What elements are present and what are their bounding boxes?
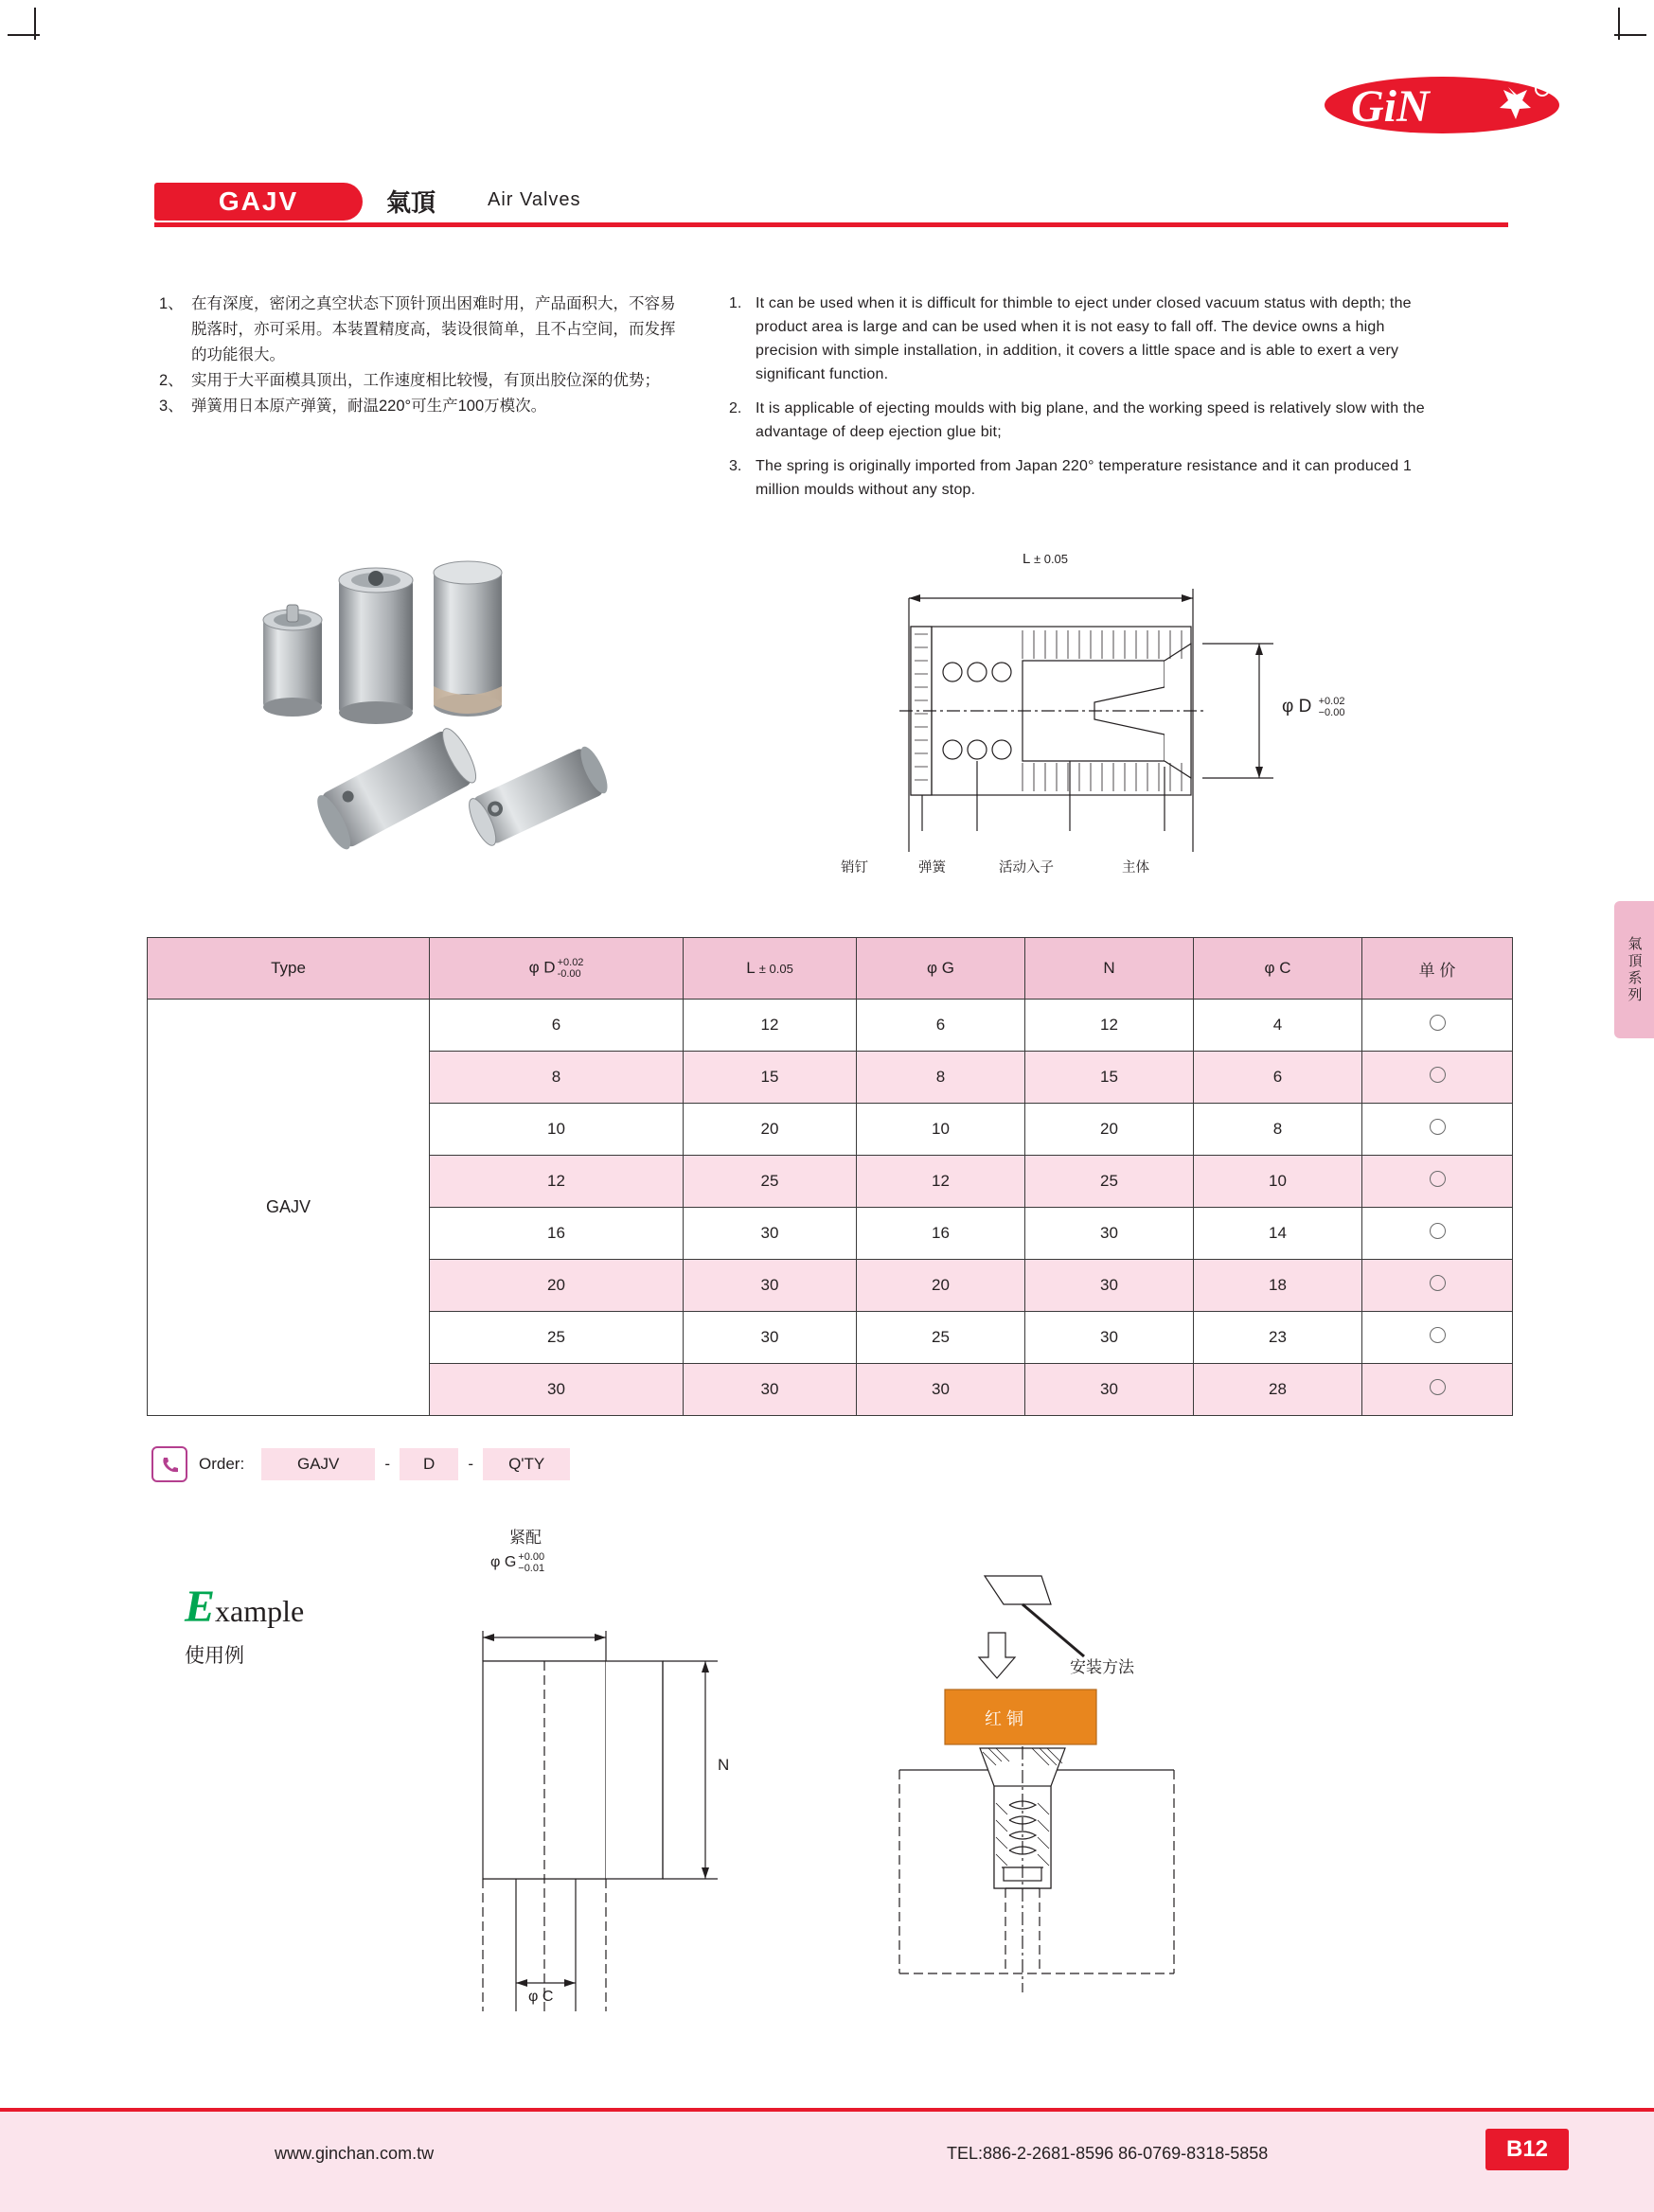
cell-price — [1362, 1260, 1513, 1312]
header-length-l-tol: ± 0.05 — [758, 962, 793, 976]
page-title-bar — [154, 183, 1508, 228]
example-fit-label-text: 紧配 — [509, 1529, 542, 1547]
example-dim-n — [718, 1756, 729, 1775]
header-d-tol-upper: +0.02 — [557, 957, 584, 968]
cell-g: 10 — [857, 1104, 1025, 1156]
cell-g: 8 — [857, 1052, 1025, 1104]
note-cn-1 — [159, 292, 689, 368]
example-title-cn: 使用例 — [185, 1645, 244, 1667]
price-circle-icon — [1430, 1171, 1446, 1187]
page-number: B12 — [1505, 2136, 1549, 2162]
header-n: N — [1025, 938, 1194, 1000]
cell-c: 14 — [1194, 1208, 1362, 1260]
cell-g: 20 — [857, 1260, 1025, 1312]
dim-L-label: L — [1023, 551, 1030, 567]
order-label: Order: — [199, 1455, 245, 1473]
dim-L — [1023, 551, 1068, 567]
price-circle-icon — [1430, 1015, 1446, 1031]
section-drawing — [880, 551, 1411, 899]
example-drawing-installation — [890, 1566, 1269, 2021]
note-cn-3-text: 弹簧用日本原产弹簧，耐温220°可生产100万模次。 — [191, 398, 547, 415]
header-price: 单 价 — [1362, 938, 1513, 1000]
cell-price — [1362, 1208, 1513, 1260]
cell-type-gajv: GAJV — [148, 1000, 430, 1416]
order-dash-1: - — [384, 1455, 391, 1473]
callout-body: 主体 — [1122, 860, 1149, 876]
example-install-label-text: 安装方法 — [1070, 1658, 1134, 1676]
cell-c: 28 — [1194, 1364, 1362, 1416]
dim-D-tol-lower: −0.00 — [1318, 707, 1345, 718]
product-code-tag — [154, 183, 363, 221]
example-dim-g-tol — [518, 1551, 544, 1574]
cell-n: 30 — [1025, 1312, 1194, 1364]
cell-n: 30 — [1025, 1208, 1194, 1260]
cell-n: 20 — [1025, 1104, 1194, 1156]
cell-price — [1362, 1000, 1513, 1052]
cell-c: 23 — [1194, 1312, 1362, 1364]
note-cn-1-number: 1、 — [159, 295, 184, 312]
cell-l: 25 — [684, 1156, 857, 1208]
callout-spring: 弹簧 — [918, 860, 946, 876]
cell-g: 30 — [857, 1364, 1025, 1416]
cell-d: 30 — [430, 1364, 684, 1416]
note-en-2-text: It is applicable of ejecting moulds with big plane, and the working speed is relatively slow with the advantage of deep ejection glue bit; — [756, 400, 1425, 440]
example-dim-c-label: φ C — [528, 1989, 554, 2005]
cell-n: 30 — [1025, 1260, 1194, 1312]
notes-english — [729, 292, 1430, 512]
series-side-tab — [1614, 901, 1654, 1038]
header-length-l — [684, 938, 857, 1000]
note-en-1-number: 1. — [729, 295, 742, 311]
cell-n: 30 — [1025, 1364, 1194, 1416]
footer-background — [0, 2112, 1654, 2212]
cell-d: 6 — [430, 1000, 684, 1052]
cell-n: 25 — [1025, 1156, 1194, 1208]
cell-price — [1362, 1156, 1513, 1208]
company-logo — [1323, 74, 1564, 136]
note-en-2 — [729, 397, 1430, 444]
dim-D — [1282, 696, 1344, 718]
header-c: φ C — [1194, 938, 1362, 1000]
cell-d: 12 — [430, 1156, 684, 1208]
example-title-initial: E — [185, 1582, 216, 1632]
note-en-3-text: The spring is originally imported from Japan 220° temperature resistance and it can produced 1 million moulds without any stop. — [756, 458, 1413, 498]
price-circle-icon — [1430, 1275, 1446, 1291]
svg-text:GiN: GiN — [1351, 81, 1430, 132]
cell-l: 20 — [684, 1104, 857, 1156]
cell-c: 10 — [1194, 1156, 1362, 1208]
spec-table-body — [148, 1000, 1513, 1416]
cell-g: 12 — [857, 1156, 1025, 1208]
order-part-qty: Q'TY — [483, 1448, 570, 1480]
example-dim-g-lower: −0.01 — [518, 1563, 545, 1574]
header-g: φ G — [857, 938, 1025, 1000]
note-cn-1-text: 在有深度，密闭之真空状态下顶针顶出困难时用，产品面积大，不容易脱落时，亦可采用。本装置精度高，装设很简单，且不占空间，而发挥的功能很大。 — [191, 295, 676, 363]
cell-l: 12 — [684, 1000, 857, 1052]
cell-l: 30 — [684, 1364, 857, 1416]
callout-pin: 销钉 — [841, 860, 868, 876]
note-en-1 — [729, 292, 1430, 386]
note-en-3-number: 3. — [729, 458, 742, 474]
example-title-block — [185, 1581, 304, 1669]
product-code: GAJV — [218, 186, 299, 216]
page-title-en: Air Valves — [488, 189, 581, 210]
title-underline — [154, 222, 1508, 227]
note-cn-2 — [159, 368, 689, 394]
example-copper-label-text: 红 铜 — [985, 1709, 1024, 1728]
dim-L-tol: ± 0.05 — [1033, 552, 1069, 566]
product-photo — [256, 544, 653, 894]
page-number-badge — [1485, 2129, 1569, 2170]
spec-table — [147, 937, 1513, 1416]
order-phone-icon — [151, 1446, 187, 1482]
crop-mark-tl-h — [8, 34, 40, 36]
spec-table-header-row — [148, 938, 1513, 1000]
cell-c: 6 — [1194, 1052, 1362, 1104]
cell-d: 20 — [430, 1260, 684, 1312]
cell-d: 10 — [430, 1104, 684, 1156]
cell-g: 25 — [857, 1312, 1025, 1364]
price-circle-icon — [1430, 1379, 1446, 1395]
page-title-cn: 氣頂 — [386, 188, 436, 217]
example-dim-g — [490, 1551, 544, 1574]
note-cn-2-text: 实用于大平面模具顶出，工作速度相比较慢，有顶出胶位深的优势； — [191, 372, 660, 389]
price-circle-icon — [1430, 1119, 1446, 1135]
example-dim-g-upper: +0.00 — [518, 1551, 545, 1563]
price-circle-icon — [1430, 1223, 1446, 1239]
header-diameter-d-tol — [558, 957, 584, 980]
order-part-d: D — [400, 1448, 458, 1480]
cell-c: 18 — [1194, 1260, 1362, 1312]
note-cn-3-number: 3、 — [159, 398, 184, 415]
example-copper-label — [985, 1706, 1023, 1730]
cell-d: 25 — [430, 1312, 684, 1364]
cell-price — [1362, 1312, 1513, 1364]
example-drawing-dimensions — [464, 1529, 786, 2021]
cell-n: 15 — [1025, 1052, 1194, 1104]
example-install-label — [1070, 1654, 1134, 1677]
callout-insert: 活动入子 — [999, 860, 1054, 876]
notes-chinese — [159, 292, 689, 419]
note-en-1-text: It can be used when it is difficult for thimble to eject under closed vacuum status with depth; the product area is large and can be used when it is not easy to fall off. The device owns a high precision with simple installation, in addition, it covers a little space and is able to exert a very significant function. — [756, 295, 1412, 382]
header-diameter-d — [430, 938, 684, 1000]
order-part-type: GAJV — [261, 1448, 375, 1480]
table-row — [148, 1000, 1513, 1052]
note-en-3 — [729, 454, 1430, 502]
cell-g: 16 — [857, 1208, 1025, 1260]
note-cn-3 — [159, 394, 689, 419]
dim-D-tol-upper: +0.02 — [1318, 696, 1345, 707]
cell-l: 30 — [684, 1312, 857, 1364]
series-side-tab-label: 氣頂系列 — [1626, 935, 1643, 1004]
note-cn-2-number: 2、 — [159, 372, 184, 389]
dim-D-tolerance — [1319, 696, 1345, 718]
crop-mark-tr-h — [1614, 34, 1646, 36]
cell-price — [1362, 1052, 1513, 1104]
cell-l: 30 — [684, 1260, 857, 1312]
cell-c: 4 — [1194, 1000, 1362, 1052]
price-circle-icon — [1430, 1067, 1446, 1083]
cell-d: 8 — [430, 1052, 684, 1104]
page-footer — [0, 2108, 1654, 2212]
cell-c: 8 — [1194, 1104, 1362, 1156]
cell-g: 6 — [857, 1000, 1025, 1052]
cell-n: 12 — [1025, 1000, 1194, 1052]
example-fit-label — [509, 1524, 542, 1548]
cell-l: 15 — [684, 1052, 857, 1104]
header-d-tol-lower: -0.00 — [557, 968, 581, 980]
cell-price — [1362, 1104, 1513, 1156]
example-dim-n-label: N — [718, 1756, 730, 1774]
price-circle-icon — [1430, 1327, 1446, 1343]
example-dim-g-label: φ G — [490, 1554, 517, 1571]
cell-price — [1362, 1364, 1513, 1416]
header-type: Type — [148, 938, 430, 1000]
header-diameter-d-label: φ D — [528, 958, 556, 977]
header-length-l-label: L — [746, 959, 756, 977]
cell-l: 30 — [684, 1208, 857, 1260]
example-dim-c — [528, 1989, 553, 2006]
footer-website[interactable]: www.ginchan.com.tw — [275, 2144, 435, 2163]
footer-telephone: TEL:886-2-2681-8596 86-0769-8318-5858 — [947, 2144, 1269, 2163]
example-title-rest: xample — [215, 1594, 305, 1628]
order-code-row — [151, 1443, 738, 1485]
note-en-2-number: 2. — [729, 400, 742, 416]
order-dash-2: - — [468, 1455, 474, 1473]
dim-D-label: φ D — [1282, 697, 1312, 717]
cell-d: 16 — [430, 1208, 684, 1260]
